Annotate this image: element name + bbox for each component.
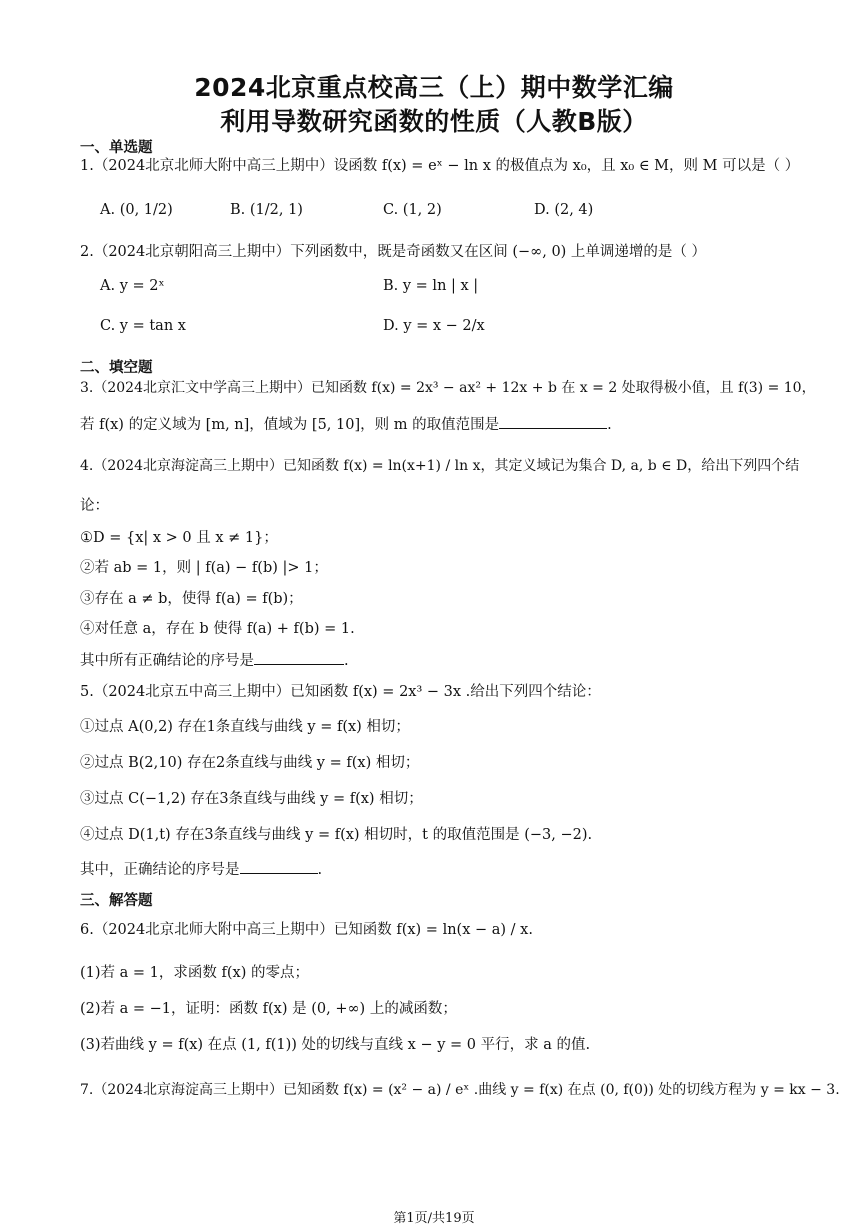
question-2-option-c: C. y = tan x <box>100 318 186 334</box>
question-1-option-b: B. (1/2, 1) <box>230 202 303 218</box>
answer-blank <box>499 414 607 429</box>
question-1-option-d: D. (2, 4) <box>534 202 594 218</box>
question-2-option-b: B. y = ln | x | <box>383 278 479 294</box>
period: . <box>344 653 349 669</box>
question-5-ask <box>80 859 322 880</box>
question-1-option-a: A. (0, 1/2) <box>100 202 173 218</box>
page-title: 2024北京重点校高三（上）期中数学汇编 <box>194 73 674 102</box>
question-4-ask <box>80 650 349 671</box>
section-heading-fill-in: 二、填空题 <box>80 360 153 376</box>
answer-blank <box>240 859 318 874</box>
question-7-line-1: 7.（2024北京海淀高三上期中）已知函数 f(x) = (x² − a) / eˣ .曲线 y = f(x) 在点 (0, f(0)) 处的切线方程为 y = kx − 3. <box>80 1082 840 1098</box>
question-4-line-1: 4.（2024北京海淀高三上期中）已知函数 f(x) = ln(x+1) / ln x，其定义域记为集合 D, a, b ∈ D，给出下列四个结 <box>80 458 800 474</box>
section-heading-solution: 三、解答题 <box>80 893 153 909</box>
question-5-line-1: 5.（2024北京五中高三上期中）已知函数 f(x) = 2x³ − 3x .给出下列四个结论： <box>80 684 601 700</box>
question-3-text: 若 f(x) 的定义域为 [m, n]，值域为 [5, 10]，则 m 的取值范围是 <box>80 417 500 433</box>
question-6-part-3: (3)若曲线 y = f(x) 在点 (1, f(1)) 处的切线与直线 x − y = 0 平行，求 a 的值. <box>80 1037 591 1053</box>
question-5-item-1: ①过点 A(0,2) 存在1条直线与曲线 y = f(x) 相切； <box>80 719 410 735</box>
question-6-line-1: 6.（2024北京北师大附中高三上期中）已知函数 f(x) = ln(x − a) / x. <box>80 922 533 938</box>
question-2-option-a: A. y = 2ˣ <box>100 278 165 294</box>
question-1-option-c: C. (1, 2) <box>383 202 442 218</box>
question-5-ask-text: 其中，正确结论的序号是 <box>80 862 240 878</box>
question-3-line-1: 3.（2024北京汇文中学高三上期中）已知函数 f(x) = 2x³ − ax² + 12x + b 在 x = 2 处取得极小值，且 f(3) = 10， <box>80 380 816 396</box>
question-2-stem: 2.（2024北京朝阳高三上期中）下列函数中，既是奇函数又在区间 (−∞, 0) 上单调递增的是（ ） <box>80 244 707 260</box>
page-subtitle: 利用导数研究函数的性质（人教B版） <box>220 107 648 136</box>
question-6-part-1: (1)若 a = 1，求函数 f(x) 的零点； <box>80 965 309 981</box>
question-5-item-4: ④过点 D(1,t) 存在3条直线与曲线 y = f(x) 相切时，t 的取值范围是 (−3, −2). <box>80 827 593 843</box>
section-heading-single-choice: 一、单选题 <box>80 140 153 156</box>
question-4-ask-text: 其中所有正确结论的序号是 <box>80 653 254 669</box>
question-4-item-4: ④对任意 a，存在 b 使得 f(a) + f(b) = 1. <box>80 621 355 637</box>
question-6-part-2: (2)若 a = −1，证明：函数 f(x) 是 (0, +∞) 上的减函数； <box>80 1001 457 1017</box>
question-5-item-3: ③过点 C(−1,2) 存在3条直线与曲线 y = f(x) 相切； <box>80 791 423 807</box>
question-2-option-d: D. y = x − 2/x <box>383 318 485 334</box>
period: . <box>317 862 323 878</box>
answer-blank <box>254 650 344 665</box>
question-4-line-2: 论： <box>80 498 109 514</box>
question-4-item-2: ②若 ab = 1，则 | f(a) − f(b) |> 1； <box>80 560 328 576</box>
page-number: 第1页/共19页 <box>393 1211 475 1226</box>
question-4-item-3: ③存在 a ≠ b，使得 f(a) = f(b)； <box>80 591 303 607</box>
question-3-line-2 <box>80 414 612 435</box>
question-5-item-2: ②过点 B(2,10) 存在2条直线与曲线 y = f(x) 相切； <box>80 755 420 771</box>
period: . <box>607 417 612 433</box>
question-4-item-1: ①D = {x| x > 0 且 x ≠ 1}； <box>80 530 278 546</box>
question-1-stem: 1.（2024北京北师大附中高三上期中）设函数 f(x) = eˣ − ln x 的极值点为 x₀，且 x₀ ∈ M，则 M 可以是（ ） <box>80 158 800 174</box>
